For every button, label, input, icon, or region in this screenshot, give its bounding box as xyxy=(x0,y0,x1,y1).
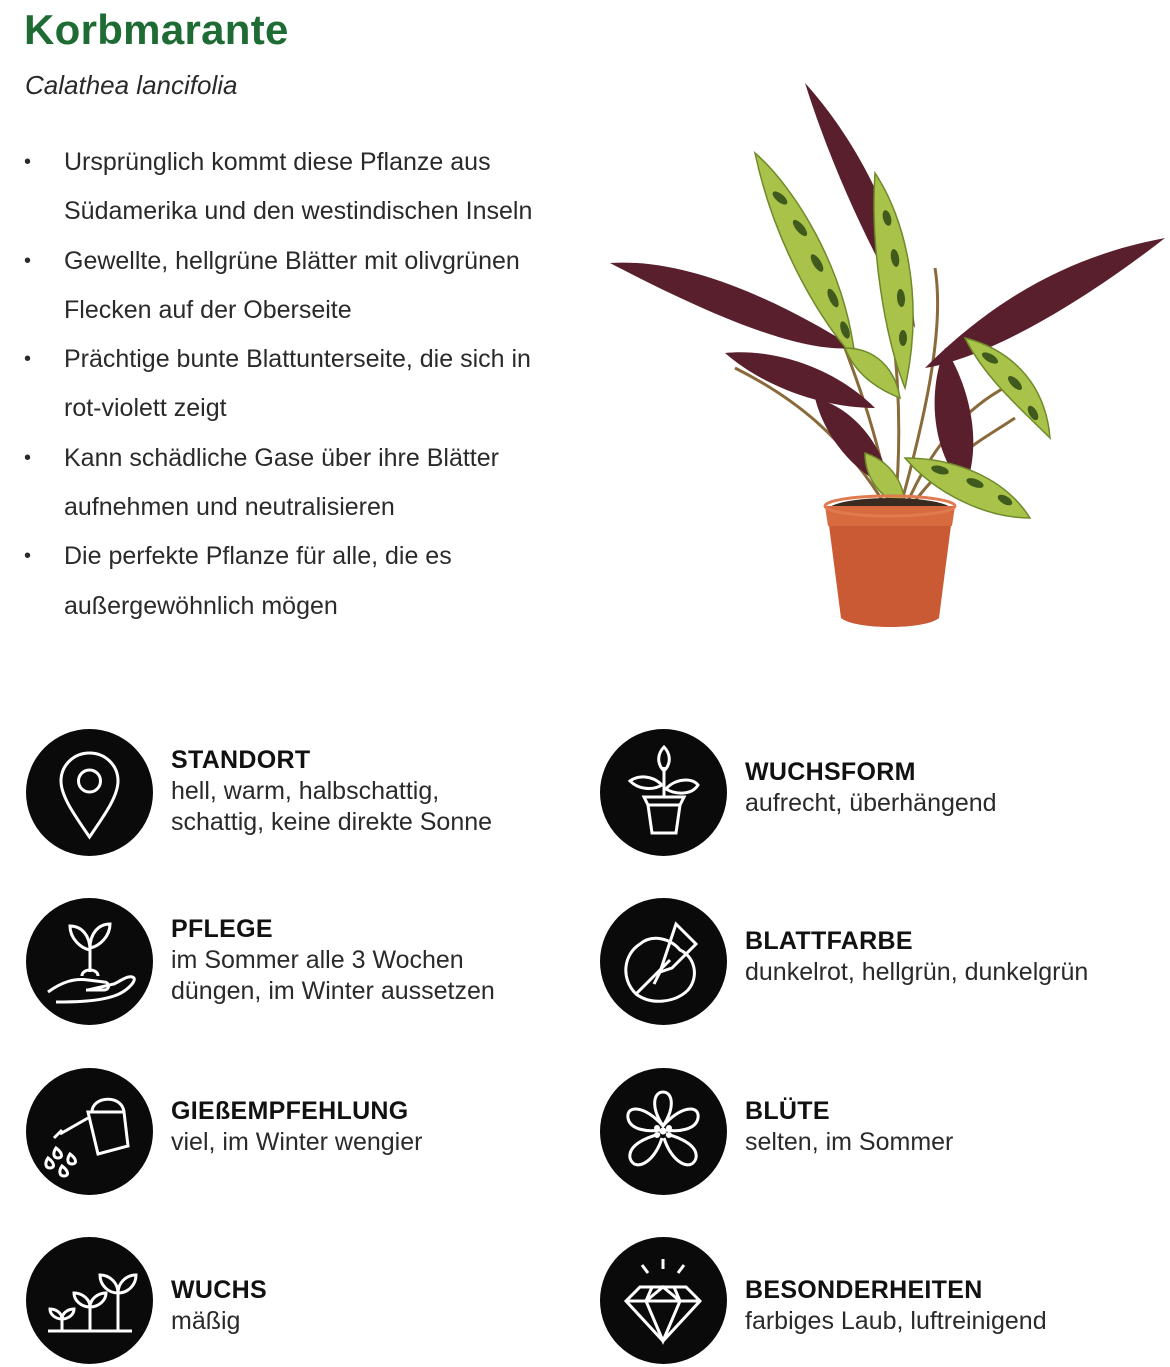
product-title: Korbmarante xyxy=(24,6,289,53)
bullet-text-line: Kann schädliche Gase über ihre Blätter xyxy=(64,443,499,472)
feature-description: viel, im Winter wengier xyxy=(171,1128,423,1156)
latin-name: Calathea lancifolia xyxy=(25,70,238,100)
diamond-icon xyxy=(600,1237,727,1364)
plant-product-image xyxy=(605,78,1170,638)
feature-description: schattig, keine direkte Sonne xyxy=(171,808,493,836)
flower-icon xyxy=(600,1068,727,1195)
bullet-text-line: außergewöhnlich mögen xyxy=(64,591,338,620)
feature-title: WUCHS xyxy=(171,1276,267,1304)
bullet-text-line: Flecken auf der Oberseite xyxy=(64,295,352,324)
feature-wuchsform xyxy=(600,729,1145,859)
feature-pflege xyxy=(26,898,571,1028)
bullet-item xyxy=(24,237,584,336)
growth-seedlings-icon xyxy=(26,1237,153,1364)
hand-seedling-icon xyxy=(26,898,153,1025)
feature-title: GIEßEMPFEHLUNG xyxy=(171,1097,409,1125)
location-pin-icon xyxy=(26,729,153,856)
watering-can-icon xyxy=(26,1068,153,1195)
feature-blattfarbe xyxy=(600,898,1145,1028)
feature-title: STANDORT xyxy=(171,746,311,774)
terracotta-pot xyxy=(825,496,955,627)
bullet-text-line: Prächtige bunte Blattunterseite, die sich in xyxy=(64,345,531,374)
feature-description: düngen, im Winter aussetzen xyxy=(171,977,495,1005)
bullet-item xyxy=(24,138,584,237)
feature-description: aufrecht, überhängend xyxy=(745,789,997,817)
feature-title: WUCHSFORM xyxy=(745,758,916,786)
bullet-dot: • xyxy=(24,151,32,173)
feature-description: im Sommer alle 3 Wochen xyxy=(171,946,464,974)
feature-title: BLATTFARBE xyxy=(745,927,913,955)
feature-description: hell, warm, halbschattig, xyxy=(171,777,440,805)
leaf-brush-icon xyxy=(600,898,727,1025)
potted-plant-icon xyxy=(600,729,727,856)
bullet-dot: • xyxy=(24,545,32,568)
bullet-text-line: Gewellte, hellgrüne Blätter mit olivgrünen xyxy=(64,246,520,275)
bullet-text-line: Ursprünglich kommt diese Pflanze aus xyxy=(64,148,491,176)
feature-besonderheiten xyxy=(600,1237,1145,1367)
feature-title: BESONDERHEITEN xyxy=(745,1276,983,1304)
bullet-item xyxy=(24,532,584,631)
feature-wuchs xyxy=(26,1237,571,1367)
bullet-item xyxy=(24,335,584,434)
bullet-text-line: Die perfekte Pflanze für alle, die es xyxy=(64,542,452,571)
feature-description: dunkelrot, hellgrün, dunkelgrün xyxy=(745,958,1089,986)
bullet-dot: • xyxy=(24,348,32,371)
bullet-dot: • xyxy=(24,249,32,272)
bullet-dot: • xyxy=(24,446,32,469)
feature-standort xyxy=(26,729,571,859)
bullet-text-line: rot-violett zeigt xyxy=(64,394,227,423)
bullet-item xyxy=(24,434,584,533)
feature-bullet-list xyxy=(24,138,584,631)
feature-title: BLÜTE xyxy=(745,1097,830,1125)
bullet-text-line: aufnehmen und neutralisieren xyxy=(64,493,395,522)
feature-description: farbiges Laub, luftreinigend xyxy=(745,1307,1047,1335)
feature-bluete xyxy=(600,1068,1145,1198)
bullet-text-line: Südamerika und den westindischen Inseln xyxy=(64,197,533,226)
feature-title: PFLEGE xyxy=(171,915,273,943)
feature-description: selten, im Sommer xyxy=(745,1128,954,1156)
feature-description: mäßig xyxy=(171,1307,241,1335)
feature-giessempfehlung xyxy=(26,1068,571,1198)
